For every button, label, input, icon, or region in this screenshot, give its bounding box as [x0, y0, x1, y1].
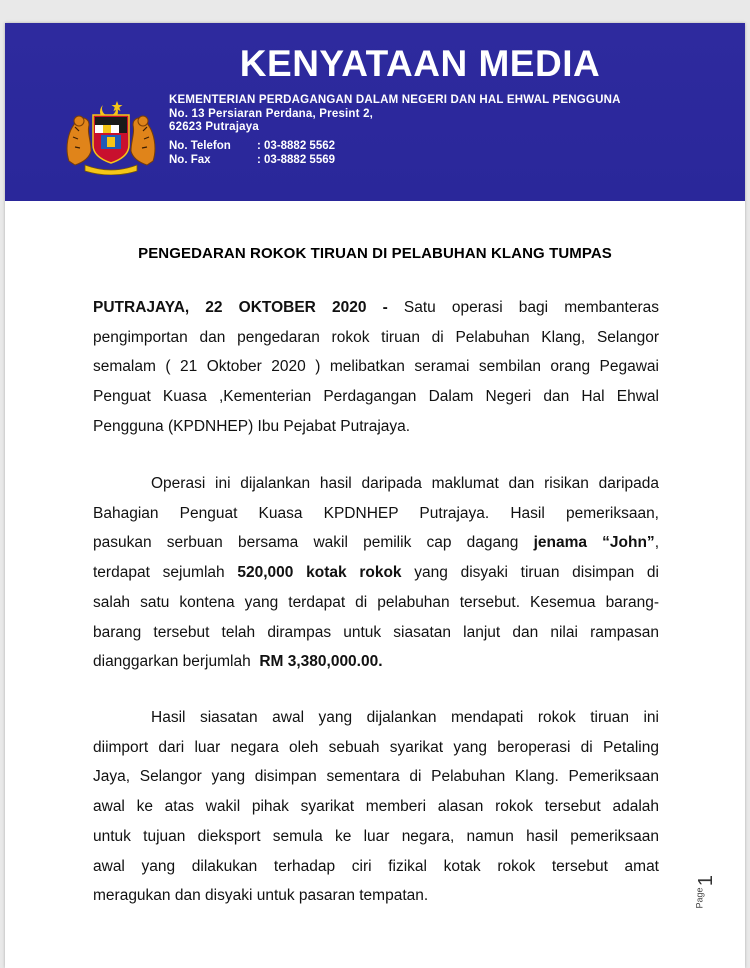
- document-title: PENGEDARAN ROKOK TIRUAN DI PELABUHAN KLANG TUMPAS: [138, 245, 612, 262]
- page-number: 1: [695, 874, 718, 887]
- paragraph-line: awal ke atas wakil pihak syarikat memberi alasan rokok tersebut adalah: [93, 798, 659, 816]
- paragraph-line: PUTRAJAYA, 22 OKTOBER 2020 - Satu operasi bagi membanteras: [93, 299, 659, 316]
- paragraph-line: Pengguna (KPDNHEP) Ibu Pejabat Putrajaya.: [93, 417, 411, 435]
- page-number-marker: [694, 871, 719, 931]
- malaysia-coat-of-arms-icon: [57, 95, 165, 175]
- paragraph-line: semalam ( 21 Oktober 2020 ) melibatkan seramai sembilan orang Pegawai: [93, 358, 659, 376]
- letterhead-banner: [5, 23, 745, 201]
- dateline: PUTRAJAYA, 22 OKTOBER 2020 -: [93, 299, 388, 316]
- seizure-value: RM 3,380,000.00.: [259, 653, 383, 671]
- paragraph-line: Hasil siasatan awal yang dijalankan mendapati rokok tiruan ini: [151, 709, 659, 726]
- paragraph-line: terdapat sejumlah 520,000 kotak rokok yang disyaki tiruan disimpan di: [93, 564, 659, 582]
- paragraph-line: untuk tujuan dieksport semula ke luar negara, namun hasil pemeriksaan: [93, 827, 659, 845]
- paragraph-line: pengimportan dan pengedaran rokok tiruan di Pelabuhan Klang, Selangor: [93, 328, 659, 346]
- contact-block: [169, 140, 335, 167]
- paragraph-3: [93, 703, 659, 911]
- paragraph-2: [93, 469, 659, 677]
- phone-row: [169, 140, 335, 154]
- paragraph-line: meragukan dan disyaki untuk pasaran tempatan.: [93, 887, 429, 905]
- paragraph-line: Jaya, Selangor yang disimpan sementara di Pelabuhan Klang. Pemeriksaan: [93, 768, 659, 786]
- paragraph-line: Penguat Kuasa ,Kementerian Perdagangan Dalam Negeri dan Hal Ehwal: [93, 388, 659, 406]
- fax-value: : 03-8882 5569: [257, 153, 336, 166]
- paragraph-line: diimport dari luar negara oleh sebuah syarikat yang beroperasi di Petaling: [93, 738, 659, 756]
- address-line-2: 62623 Putrajaya: [169, 121, 259, 133]
- brand-name: jenama “John”: [533, 534, 655, 552]
- ministry-name: KEMENTERIAN PERDAGANGAN DALAM NEGERI DAN HAL EHWAL PENGGUNA: [169, 94, 621, 106]
- letterhead-title: KENYATAAN MEDIA: [239, 43, 601, 84]
- page-label: Page: [694, 887, 705, 909]
- ministry-address-block: [169, 94, 621, 135]
- paragraph-line: awal yang dilakukan terhadap ciri fizikal kotak rokok tersebut amat: [93, 857, 659, 875]
- paragraph-line: Operasi ini dijalankan hasil daripada maklumat dan risikan daripada: [151, 475, 659, 492]
- paragraph-line: pasukan serbuan bersama wakil pemilik cap dagang jenama “John”,: [93, 534, 659, 552]
- paragraph-line: dianggarkan berjumlah RM 3,380,000.00.: [93, 653, 383, 671]
- document-page: [5, 23, 745, 968]
- phone-value: : 03-8882 5562: [257, 140, 336, 152]
- paragraph-1: [93, 293, 659, 442]
- address-line-1: No. 13 Persiaran Perdana, Presint 2,: [169, 107, 374, 120]
- paragraph-line: barang tersebut telah dirampas untuk siasatan lanjut dan nilai rampasan: [93, 623, 659, 641]
- seized-quantity: 520,000 kotak rokok: [237, 564, 402, 582]
- fax-row: [169, 154, 335, 168]
- phone-label: No. Telefon: [169, 140, 231, 152]
- fax-label: No. Fax: [169, 153, 211, 166]
- paragraph-line: salah satu kontena yang terdapat di pelabuhan tersebut. Kesemua barang-: [93, 593, 659, 611]
- paragraph-line: Bahagian Penguat Kuasa KPDNHEP Putrajaya. Hasil pemeriksaan,: [93, 504, 659, 522]
